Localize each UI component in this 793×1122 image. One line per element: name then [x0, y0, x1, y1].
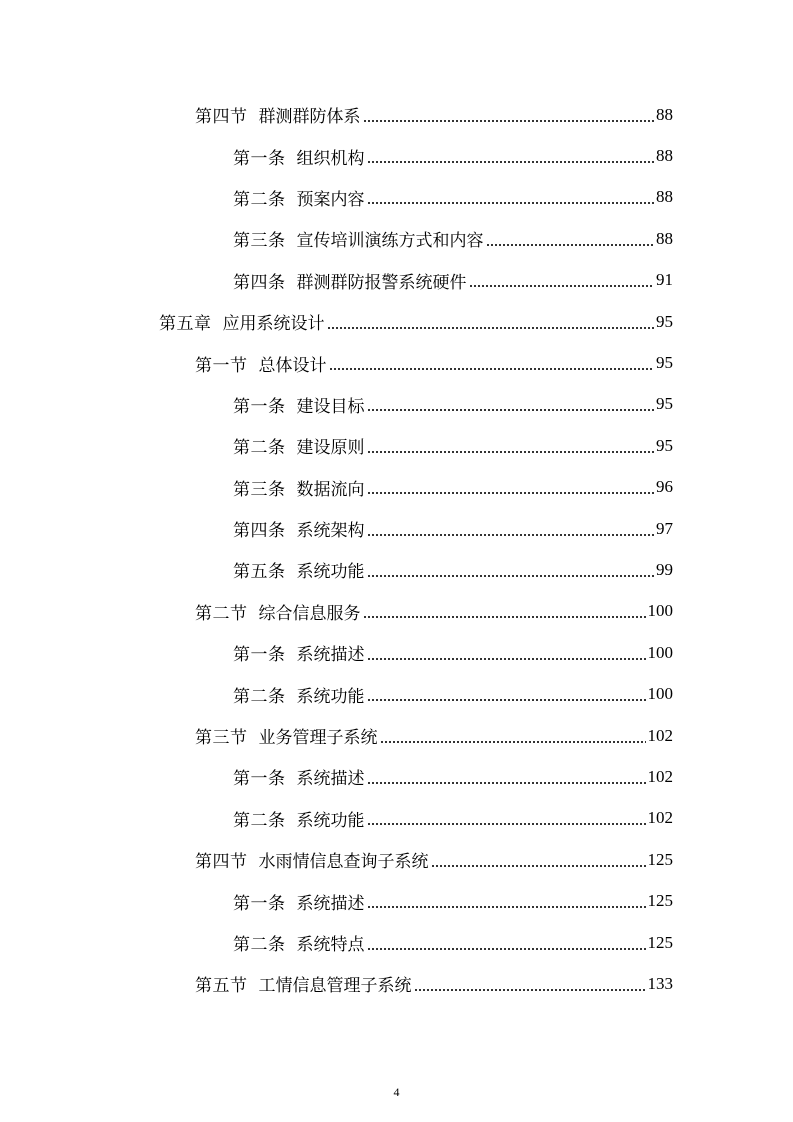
toc-entry[interactable] [0, 177, 793, 218]
toc-entry-title: 业务管理子系统 [258, 728, 378, 749]
toc-entry-page: 88 [656, 104, 673, 124]
toc-entry[interactable] [0, 301, 793, 342]
toc-entry-title: 系统功能 [296, 686, 365, 707]
toc-entry-number: 第二条 [233, 935, 286, 955]
toc-entry-number: 第二条 [233, 686, 286, 707]
toc-entry-title: 系统功能 [296, 562, 365, 583]
toc-entry-title: 应用系统设计 [222, 314, 325, 335]
toc-entry-page: 102 [647, 725, 673, 745]
toc-dot-leader [363, 106, 655, 124]
toc-entry-title: 系统描述 [296, 769, 365, 790]
toc-entry-title: 系统架构 [296, 521, 365, 542]
toc-entry-number: 第二节 [195, 603, 248, 624]
toc-entry[interactable] [0, 963, 793, 1004]
toc-entry-number: 第二条 [233, 810, 286, 831]
toc-dot-leader [486, 230, 655, 248]
toc-dot-leader [329, 354, 655, 372]
toc-entry-title: 系统描述 [296, 893, 365, 914]
toc-entry-title: 水雨情信息查询子系统 [258, 852, 429, 873]
toc-entry-number: 第四节 [195, 107, 248, 128]
toc-dot-leader [367, 644, 646, 662]
toc-dot-leader [414, 975, 646, 993]
toc-dot-leader [367, 147, 655, 165]
toc-entry-page: 88 [656, 146, 673, 166]
toc-entry-number: 第三条 [233, 479, 286, 500]
toc-entry-page: 91 [656, 270, 673, 290]
toc-entry-title: 宣传培训演练方式和内容 [296, 231, 484, 252]
toc-entry[interactable] [0, 922, 793, 963]
toc-dot-leader [367, 520, 655, 538]
toc-entry-page: 102 [647, 766, 673, 786]
toc-dot-leader [363, 602, 646, 620]
toc-dot-leader [367, 768, 646, 786]
toc-entry[interactable] [0, 342, 793, 383]
toc-dot-leader [367, 809, 646, 827]
toc-entry-page: 102 [647, 808, 673, 828]
toc-entry-title: 预案内容 [296, 189, 365, 210]
toc-entry[interactable] [0, 549, 793, 590]
toc-dot-leader [367, 685, 646, 703]
toc-entry-page: 100 [647, 684, 673, 704]
toc-dot-leader [367, 478, 655, 496]
toc-entry-number: 第五条 [233, 562, 286, 583]
toc-entry[interactable] [0, 218, 793, 259]
toc-entry-number: 第二条 [233, 438, 286, 459]
toc-dot-leader [367, 934, 646, 952]
toc-entry[interactable] [0, 756, 793, 797]
toc-entry[interactable] [0, 880, 793, 921]
toc-entry[interactable] [0, 260, 793, 301]
toc-entry[interactable] [0, 632, 793, 673]
toc-entry-page: 95 [656, 435, 673, 455]
page-number: 4 [393, 1085, 400, 1099]
toc-entry[interactable] [0, 715, 793, 756]
toc-entry-number: 第五章 [159, 314, 212, 335]
toc-entry-page: 95 [656, 311, 673, 331]
toc-entry-number: 第一条 [233, 769, 286, 790]
toc-entry-page: 125 [647, 849, 673, 869]
toc-entry-title: 总体设计 [258, 355, 327, 376]
toc-entry-title: 组织机构 [296, 148, 365, 169]
toc-entry-number: 第一条 [233, 893, 286, 914]
toc-entry-title: 工情信息管理子系统 [258, 976, 412, 997]
toc-entry[interactable] [0, 673, 793, 714]
toc-entry[interactable] [0, 467, 793, 508]
toc-entry-number: 第三条 [233, 231, 286, 252]
toc-entry-page: 133 [647, 973, 673, 993]
toc-entry-number: 第三节 [195, 728, 248, 749]
toc-entry-title: 综合信息服务 [258, 603, 361, 624]
toc-entry[interactable] [0, 839, 793, 880]
toc-entry-title: 系统描述 [296, 645, 365, 666]
toc-entry[interactable] [0, 798, 793, 839]
toc-entry-title: 系统功能 [296, 810, 365, 831]
toc-dot-leader [367, 437, 655, 455]
toc-entry[interactable] [0, 591, 793, 632]
toc-entry-page: 95 [656, 394, 673, 414]
toc-entry-number: 第四节 [195, 852, 248, 873]
toc-entry[interactable] [0, 508, 793, 549]
toc-entry[interactable] [0, 384, 793, 425]
toc-entry-page: 88 [656, 187, 673, 207]
toc-entry-page: 97 [656, 518, 673, 538]
toc-dot-leader [327, 313, 655, 331]
toc-entry-title: 系统特点 [296, 935, 365, 955]
toc-entry-page: 125 [647, 932, 673, 952]
toc-entry-title: 建设原则 [296, 438, 365, 459]
toc-entry-number: 第一节 [195, 355, 248, 376]
toc-entry-page: 96 [656, 477, 673, 497]
toc-entry[interactable] [0, 425, 793, 466]
toc-entry[interactable] [0, 94, 793, 135]
toc-entry-title: 数据流向 [296, 479, 365, 500]
toc-entry-number: 第一条 [233, 396, 286, 417]
toc-entry-title: 群测群防体系 [258, 107, 361, 128]
toc-entry-page: 99 [656, 559, 673, 579]
toc-entry-number: 第四条 [233, 521, 286, 542]
toc-entry-page: 95 [656, 353, 673, 373]
toc-dot-leader [367, 188, 655, 206]
toc-dot-leader [367, 561, 655, 579]
toc-entry-page: 88 [656, 228, 673, 248]
toc-dot-leader [380, 727, 646, 745]
toc-dot-leader [469, 271, 655, 289]
toc-entry-number: 第一条 [233, 645, 286, 666]
toc-entry-page: 125 [647, 891, 673, 911]
toc-entry[interactable] [0, 135, 793, 176]
toc-dot-leader [431, 851, 646, 869]
toc-entry-number: 第五节 [195, 976, 248, 997]
toc-dot-leader [367, 395, 655, 413]
table-of-contents [0, 94, 793, 1005]
toc-entry-number: 第二条 [233, 189, 286, 210]
toc-entry-number: 第四条 [233, 272, 286, 293]
toc-entry-title: 建设目标 [296, 396, 365, 417]
toc-entry-number: 第一条 [233, 148, 286, 169]
toc-entry-page: 100 [647, 642, 673, 662]
toc-dot-leader [367, 892, 646, 910]
toc-entry-title: 群测群防报警系统硬件 [296, 272, 467, 293]
toc-entry-page: 100 [647, 601, 673, 621]
